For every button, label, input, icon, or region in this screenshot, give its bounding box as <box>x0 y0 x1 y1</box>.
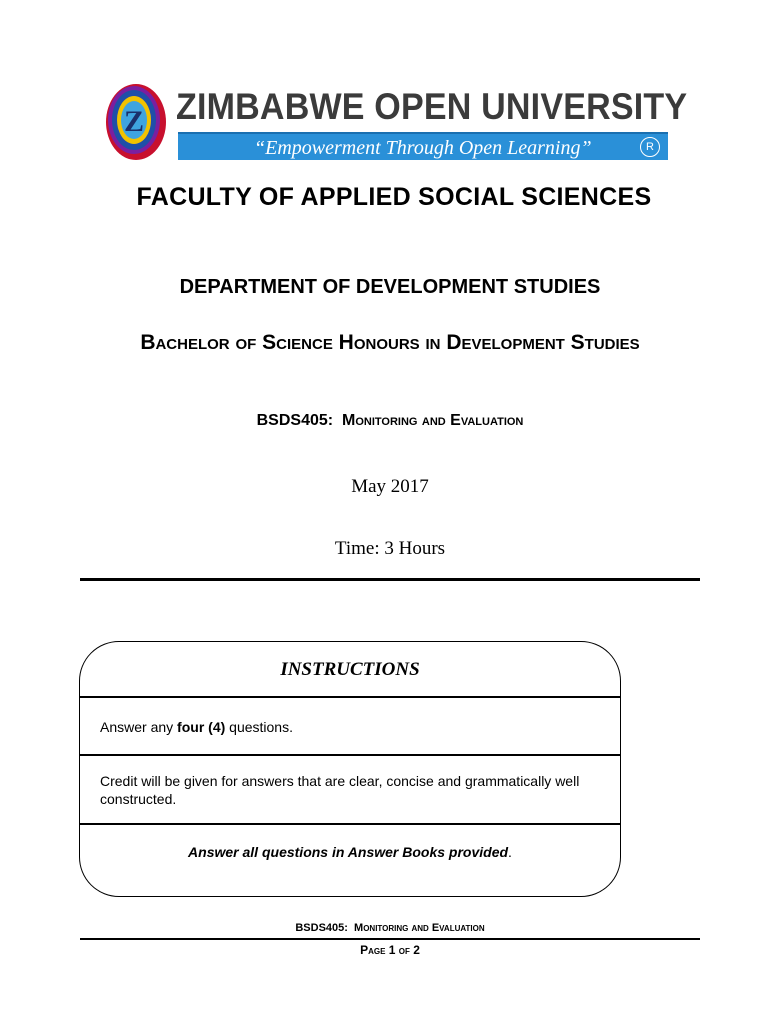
registered-mark-icon: R <box>640 137 660 157</box>
instruction-text: Answer any <box>100 719 178 735</box>
university-logo-emblem <box>104 80 168 162</box>
instruction-text: Answer all questions in Answer Books provided <box>188 844 509 860</box>
logo-letter: Z <box>123 105 145 138</box>
instruction-text: questions. <box>225 719 293 735</box>
footer-course <box>6 922 768 934</box>
motto-banner <box>178 132 668 160</box>
instructions-divider <box>79 754 621 756</box>
university-motto: “Empowerment Through Open Learning” <box>254 137 592 159</box>
department-title: DEPARTMENT OF DEVELOPMENT STUDIES <box>179 276 601 298</box>
page-number: Page 1 of 2 <box>360 943 420 957</box>
course-title: Monitoring and Evaluation <box>341 412 524 429</box>
programme-title: Bachelor of Science Honours in Development Studies <box>140 331 640 354</box>
footer-course-code: BSDS405: <box>295 922 348 934</box>
course-code: BSDS405: <box>256 412 334 429</box>
instructions-divider <box>79 696 621 698</box>
exam-date: May 2017 <box>351 476 429 497</box>
instruction-emphasis: four (4) <box>177 719 226 735</box>
exam-duration: Time: 3 Hours <box>334 538 446 559</box>
course-heading <box>6 412 768 430</box>
instructions-divider <box>79 823 621 825</box>
instruction-item: Credit will be given for answers that are clear, concise and grammatically well constructed. <box>100 773 580 807</box>
footer-course-title: Monitoring and Evaluation <box>354 922 485 934</box>
faculty-title: FACULTY OF APPLIED SOCIAL SCIENCES <box>136 183 652 211</box>
divider-rule <box>80 578 700 581</box>
instruction-item <box>100 719 293 735</box>
footer-rule <box>80 938 700 940</box>
instruction-item <box>79 844 621 860</box>
university-name: ZIMBABWE OPEN UNIVERSITY <box>176 86 688 127</box>
instructions-title: INSTRUCTIONS <box>280 659 420 680</box>
instruction-punctuation: . <box>508 844 512 860</box>
